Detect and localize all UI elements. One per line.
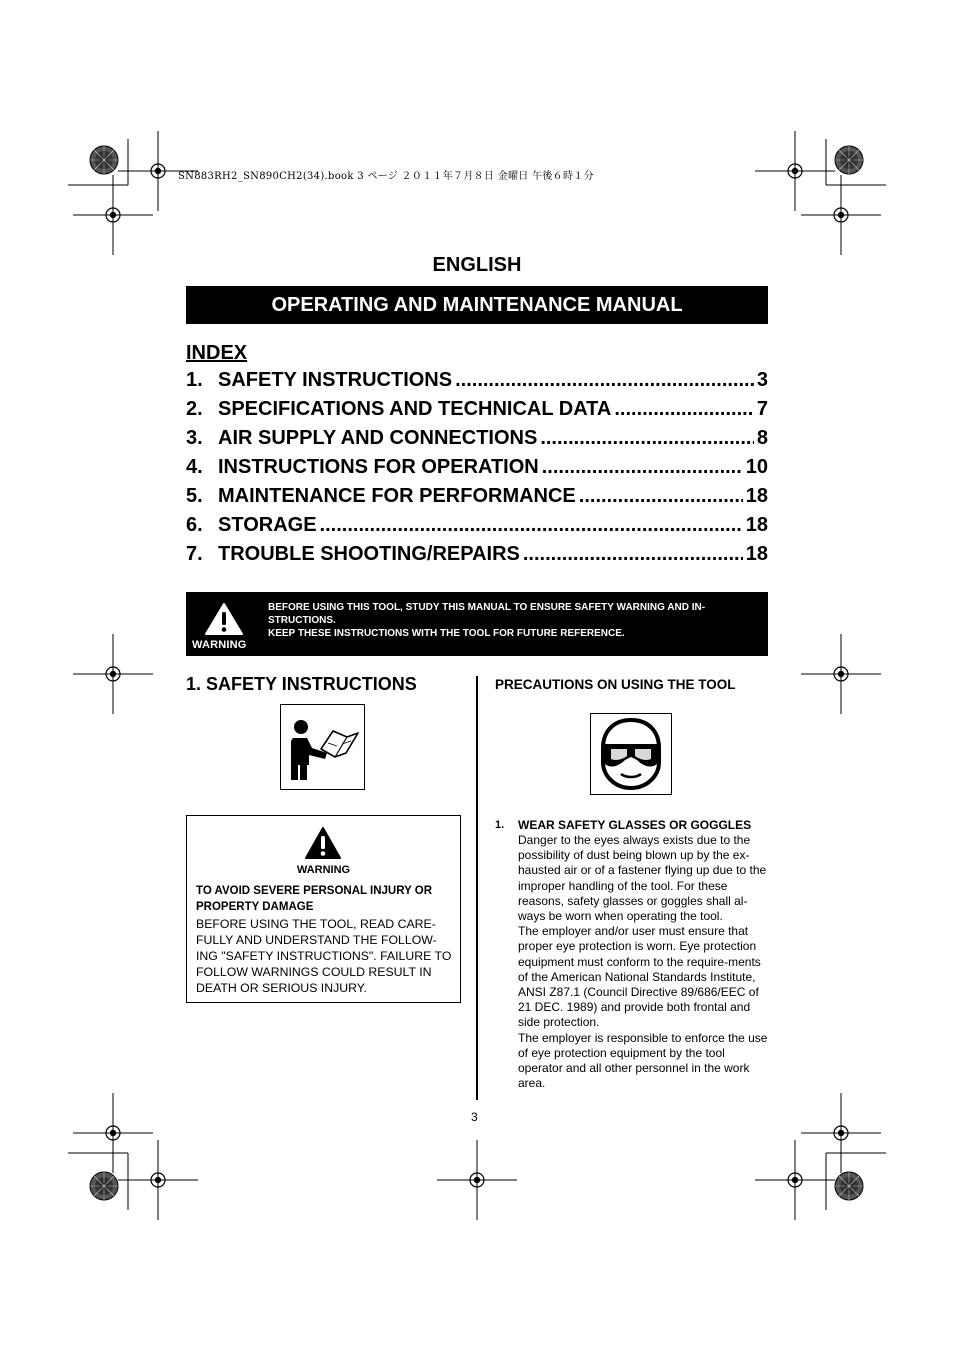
toc-label: TROUBLE SHOOTING/REPAIRS [218,543,520,565]
toc-label: SAFETY INSTRUCTIONS [218,369,453,391]
manual-title-bar [186,286,768,324]
toc-label: INSTRUCTIONS FOR OPERATION [218,456,539,478]
toc-number: 6. [186,514,203,536]
toc-entry[interactable] [186,456,768,485]
toc-page: 18 [745,543,768,565]
book-file-header: SN883RH2_SN890CH2(34).book 3 ページ ２０１１年７月８日 金曜日 午後６時１分 [178,171,594,182]
toc-page: 7 [756,398,768,420]
read-manual-icon [281,705,364,789]
toc-number: 3. [186,427,203,449]
toc-page: 8 [756,427,768,449]
toc-entry[interactable] [186,427,768,456]
toc-entry[interactable] [186,485,768,514]
toc-number: 2. [186,398,203,420]
warning-box-body: BEFORE USING THE TOOL, READ CARE-FULLY AND UNDERSTAND THE FOLLOW-ING "SAFETY INSTRUCTIONS". FAILURE TO FOLLOW WARNINGS COULD RESULT IN DEATH OR SERIOUS INJURY. [196,917,452,995]
toc-leader [523,543,743,566]
toc-page: 18 [745,485,768,507]
safety-goggles-pictogram [590,713,672,795]
toc-leader [579,485,743,508]
warning-triangle-icon [205,602,243,636]
warning-banner [186,592,768,656]
precaution-item-title: WEAR SAFETY GLASSES OR GOGGLES [518,818,752,832]
toc-entry[interactable] [186,543,768,572]
warning-box-label: WARNING [296,864,351,876]
toc-leader [614,398,754,421]
toc-label: MAINTENANCE FOR PERFORMANCE [218,485,576,507]
safety-goggles-icon [591,714,671,794]
toc-entry[interactable] [186,514,768,543]
toc-leader [320,514,743,537]
precaution-item-body: Danger to the eyes always exists due to the possibility of dust being blown up by the ex-hausted air or of a fastener flying up due to the improper handling of the tool. For these reasons, safety glasses or goggles shall al-ways be worn when operating the tool. The employer and/or user must ensure that proper eye protection is worn. Eye protection equipment must conform to the require-ments of the American National Standards Institute, ANSI Z87.1 (Council Directive 89/686/EEC of 21 DEC. 1989) and provide both frontal and side protection. The employer is responsible to enforce the use of eye protection equipment by the tool operator and all other personnel in the work area. [518,833,768,1091]
column-divider [476,676,478,1100]
warning-banner-line-2: KEEP THESE INSTRUCTIONS WITH THE TOOL FOR FUTURE REFERENCE. [268,628,625,639]
index-title: INDEX [186,342,248,364]
toc-leader [542,456,743,479]
toc-label: SPECIFICATIONS AND TECHNICAL DATA [218,398,612,420]
read-manual-pictogram [280,704,365,790]
toc-page: 10 [745,456,768,478]
warning-triangle-icon [305,826,341,860]
warning-box-heading: TO AVOID SEVERE PERSONAL INJURY OR PROPERTY DAMAGE [196,885,433,913]
safety-warning-box [186,815,461,1003]
toc-number: 5. [186,485,203,507]
toc-entry[interactable] [186,398,768,427]
warning-banner-label: WARNING [192,639,247,651]
safety-section-title: 1. SAFETY INSTRUCTIONS [186,674,417,694]
precaution-item-number: 1. [495,819,505,831]
toc-page: 18 [745,514,768,536]
toc-leader [455,369,754,392]
warning-banner-text [268,601,762,640]
table-of-contents [186,369,768,572]
manual-title: OPERATING AND MAINTENANCE MANUAL [271,293,683,316]
toc-entry[interactable] [186,369,768,398]
toc-number: 1. [186,369,203,391]
toc-leader [540,427,754,450]
toc-label: STORAGE [218,514,317,536]
precautions-title: PRECAUTIONS ON USING THE TOOL [495,677,736,692]
page-number: 3 [471,1110,478,1124]
toc-number: 7. [186,543,203,565]
language-heading: ENGLISH [432,254,522,276]
toc-label: AIR SUPPLY AND CONNECTIONS [218,427,538,449]
toc-number: 4. [186,456,203,478]
warning-banner-line-1: BEFORE USING THIS TOOL, STUDY THIS MANUAL TO ENSURE SAFETY WARNING AND IN-STRUCTIONS. [268,602,706,626]
toc-page: 3 [756,369,768,391]
